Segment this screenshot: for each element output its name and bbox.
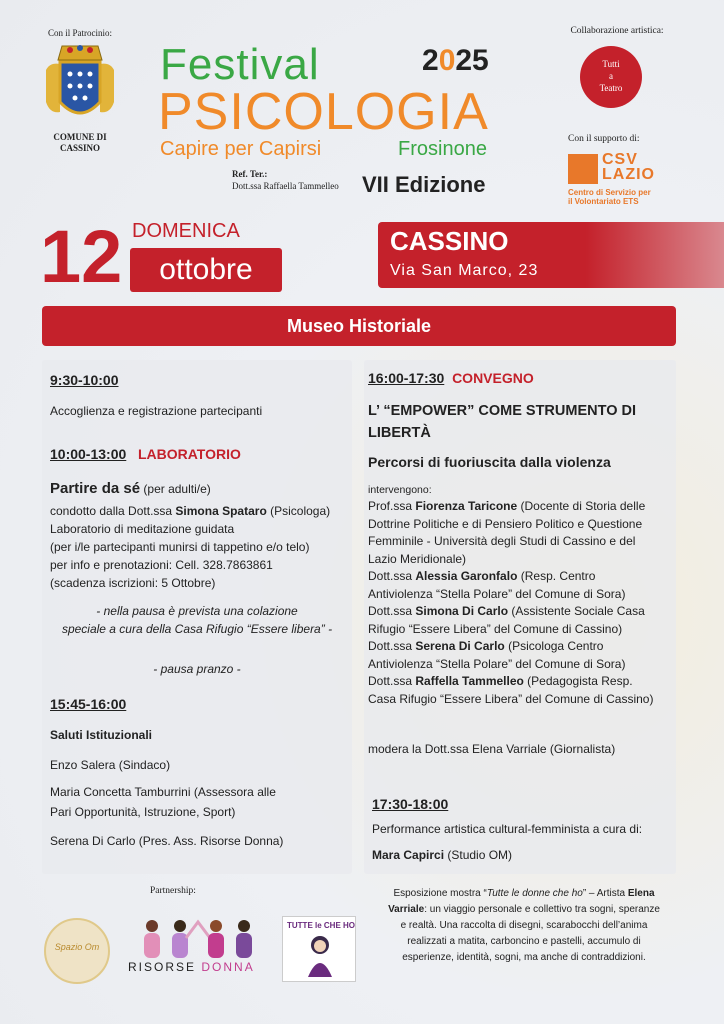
risorse-donna-logo: RISORSE DONNA xyxy=(128,960,255,974)
event-day: 12 xyxy=(40,215,123,298)
festival-title: Festival xyxy=(160,40,320,89)
festival-city: Frosinone xyxy=(398,138,487,160)
time-slot-lab: 10:00-13:00 LABORATORIO xyxy=(50,446,241,462)
support-label: Con il supporto di: xyxy=(568,134,640,144)
patrocinio-label: Con il Patrocinio: xyxy=(48,28,112,38)
performer: Mara Capirci (Studio OM) xyxy=(372,848,513,862)
time-slot: 9:30-10:00 xyxy=(50,372,119,388)
referente: Ref. Ter.: Dott.ssa Raffaella Tammelleo xyxy=(232,169,339,191)
convegno-subtitle: Percorsi di fuoriuscita dalla violenza xyxy=(368,454,611,470)
time-slot: 15:45-16:00 xyxy=(50,696,127,712)
tutte-le-donne-logo: TUTTE le CHE HO xyxy=(282,916,356,982)
venue-banner: Museo Historiale xyxy=(42,306,676,346)
saluti-title: Saluti Istituzionali xyxy=(50,728,153,742)
event-address: Via San Marco, 23 xyxy=(390,262,539,279)
csv-lazio-logo: CSV LAZIO Centro di Servizio per il Volontariato ETS xyxy=(568,151,655,206)
program-left: 9:30-10:00 Accoglienza e registrazione partecipanti 10:00-13:00 LABORATORIO Partire da sé (per adulti/e) condotto dalla Dott.ssa Simona Spataro (Psicologa) Laboratorio di meditazione guidata (per i/le partecipanti munirsi di tappetino e/o telo) per info e prenotazioni: Cell. 328.7863861 (scadenza iscrizioni: 5 Ottobre) - nella pausa è prevista una colazione speciale a cura della Casa Rifugio “Essere libera” - - pausa pranzo - 15:45-16:00 Saluti Istituzionali Enzo Salera (Sindaco) Maria Concetta Tamburrini (Assessora alle Pari Opportunità, Istruzione, Sport) Serena Di Carlo (Pres. Ass. Risorse Donna) xyxy=(42,360,352,874)
time-slot-convegno: 16:00-17:30 CONVEGNO xyxy=(368,370,534,386)
collab-label: Collaborazione artistica: xyxy=(570,26,664,36)
tutti-a-teatro-logo: Tutti a Teatro xyxy=(580,46,642,108)
csv-mark-icon xyxy=(568,154,598,184)
program-right: 16:00-17:30 CONVEGNO L’ “EMPOWER” COME STRUMENTO DI LIBERTÀ Percorsi di fuoriuscita dalla violenza intervengono: Prof.ssa Fiorenza Taricone (Docente di Storia delle Dottrine Politiche e di Pensiero Politico e Questione Femminile - Università degli Studi di Cassino e del Lazio Meridionale) Dott.ssa Alessia Garonfalo (Resp. Centro Antiviolenza “Stella Polare” del Comune di Sora) Dott.ssa Simona Di Carlo (Assistente Sociale Casa Rifugio “Essere Libera” del Comune di Cassino) Dott.ssa Serena Di Carlo (Psicologa Centro Antiviolenza “Stella Polare” del Comune di Sora) Dott.ssa Raffella Tammelleo (Pedagogista Resp. Casa Rifugio “Essere Libera” del Comune di Cassino) modera la Dott.ssa Elena Varriale (Giornalista) 17:30-18:00 Performance artistica cultural-femminista a cura di: Mara Capirci (Studio OM) xyxy=(364,360,676,874)
spazio-om-logo: Spazio Om xyxy=(44,918,110,984)
lab-title: Partire da sé (per adulti/e) xyxy=(50,480,211,497)
women-group-icon xyxy=(136,918,260,958)
speakers-list: Prof.ssa Fiorenza Taricone (Docente di Storia delle Dottrine Politiche e di Pensiero Politico e Questione Femminile - Università degli Studi di Cassino e del Lazio Meridionale) Dott.ssa Alessia Garonfalo (Resp. Centro Antiviolenza “Stella Polare” del Comune di Sora) Dott.ssa Simona Di Carlo (Assistente Sociale Casa Rifugio “Essere Libera” del Comune di Cassino) Dott.ssa Serena Di Carlo (Psicologa Centro Antiviolenza “Stella Polare” del Comune di Sora) Dott.ssa Raffella Tammelleo (Pedagogista Resp. Casa Rifugio “Essere Libera” del Comune di Cassino) xyxy=(368,499,654,706)
cassino-crest-icon xyxy=(40,42,120,130)
woman-figure-icon xyxy=(305,935,335,977)
psicologia-title: PSICOLOGIA xyxy=(158,83,489,141)
pausa-note: - nella pausa è prevista una colazione speciale a cura della Casa Rifugio “Essere libera” - xyxy=(61,604,333,636)
exhibition-note: Esposizione mostra “Tutte le donne che ho” – Artista Elena Varriale: un viaggio personale e collettivo tra sogni, speranze e realtà. Una raccolta di disegni, scarabocchi dell’anima realizzati a matita, carboncino e pastelli, accumulo di esperienze, identità, sogni, ma anche di contraddizioni. xyxy=(388,888,660,963)
partnership-label: Partnership: xyxy=(150,886,196,896)
time-slot: 17:30-18:00 xyxy=(372,796,449,812)
convegno-title: L’ “EMPOWER” COME STRUMENTO DI LIBERTÀ xyxy=(368,403,636,441)
comune-label: COMUNE DI CASSINO xyxy=(53,132,107,153)
moderator: modera la Dott.ssa Elena Varriale (Giornalista) xyxy=(368,742,616,756)
edition-label: VII Edizione xyxy=(362,172,486,197)
lab-details: condotto dalla Dott.ssa Simona Spataro (Psicologa) Laboratorio di meditazione guidata (per i/le partecipanti munirsi di tappetino e/o telo) per info e prenotazioni: Cell. 328.7863861 (scadenza iscrizioni: 5 Ottobre) xyxy=(50,504,331,590)
event-place: CASSINO xyxy=(390,226,509,256)
event-weekday: DOMENICA xyxy=(132,220,240,242)
event-month: ottobre xyxy=(130,248,282,292)
festival-year: 2025 xyxy=(422,44,489,77)
pausa-pranzo: - pausa pranzo - xyxy=(153,662,241,676)
tagline: Capire per Capirsi xyxy=(160,138,322,160)
